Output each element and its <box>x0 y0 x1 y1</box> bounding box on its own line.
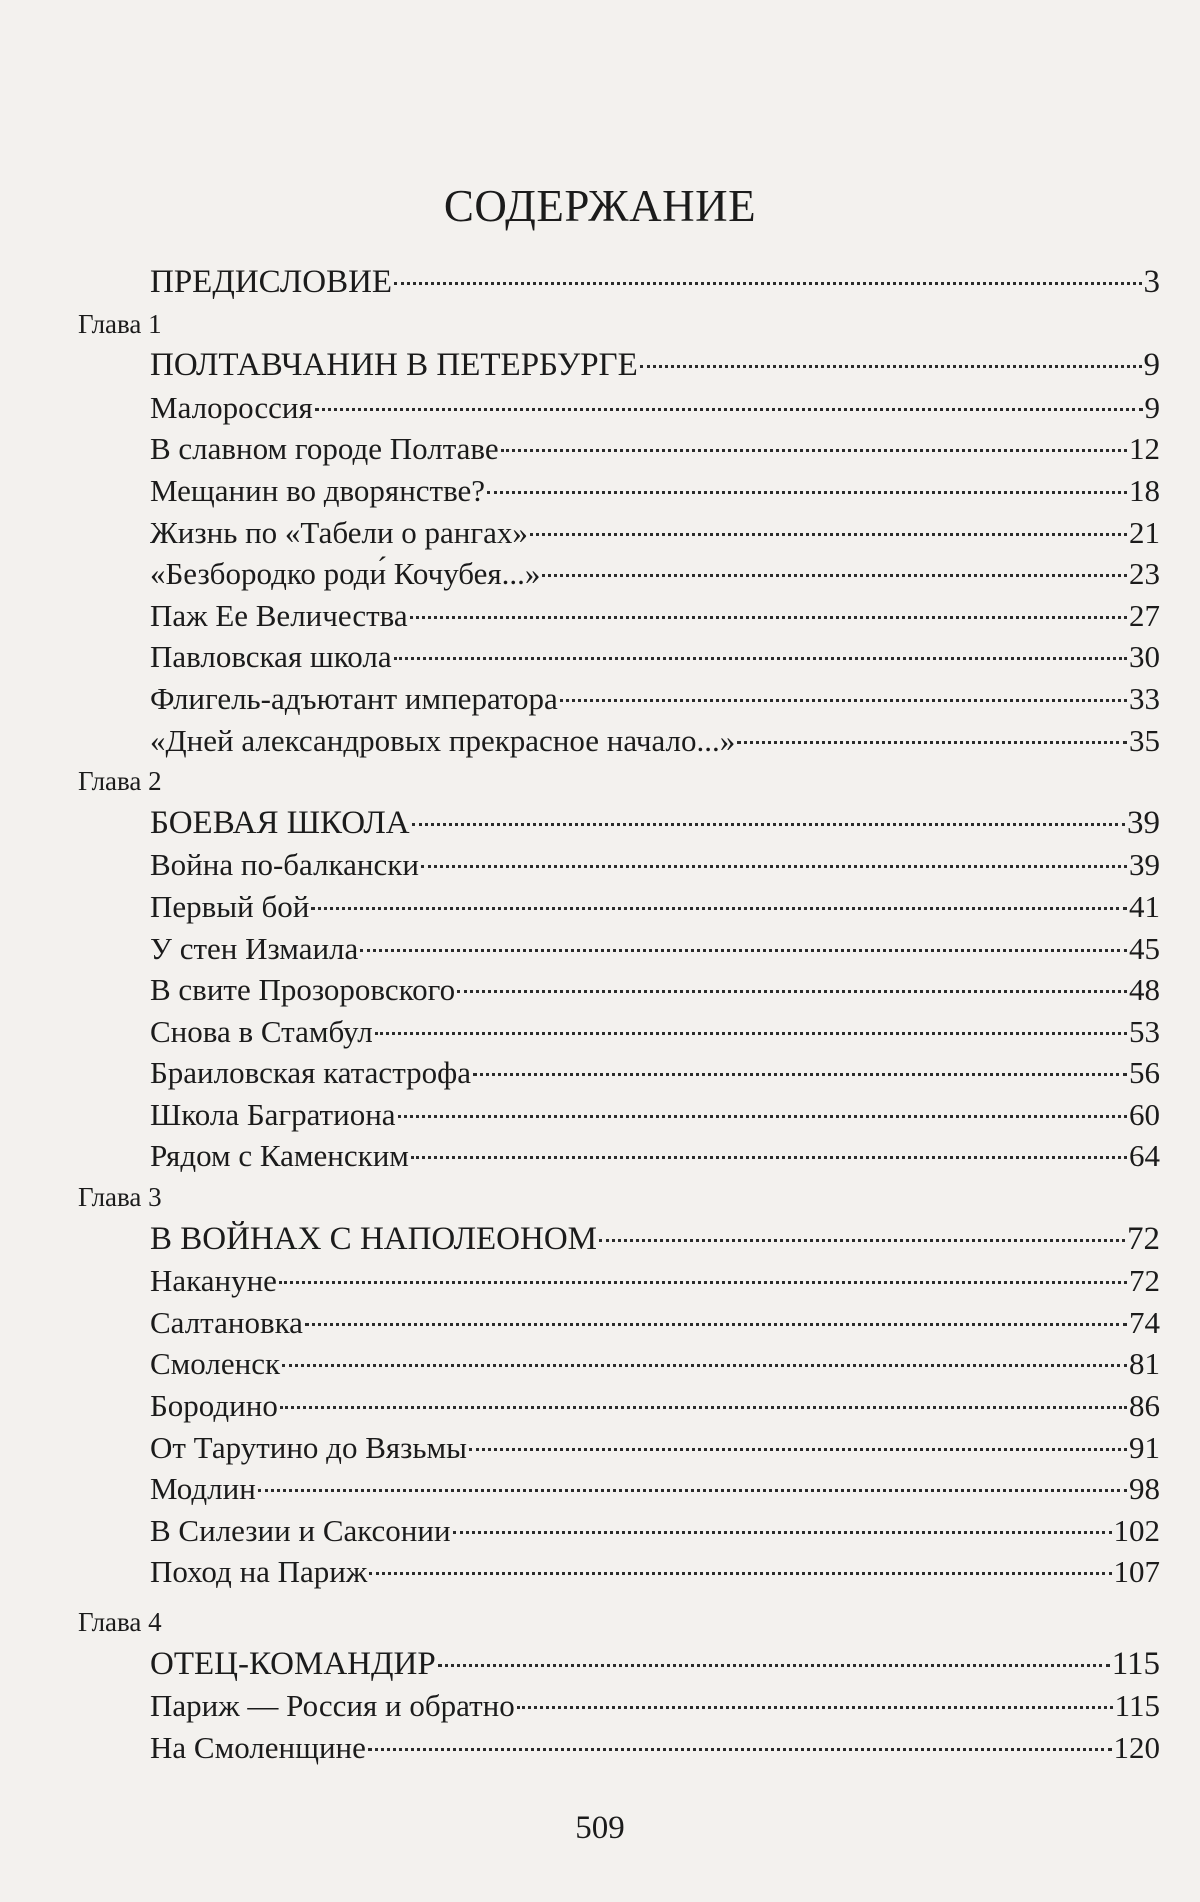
toc-entry-page-number: 9 <box>1143 347 1160 384</box>
toc-entry-page-number: 39 <box>1129 847 1160 883</box>
dot-leader <box>369 1572 1111 1575</box>
toc-subsection-row <box>0 553 1200 595</box>
toc-entry-title: Павловская школа <box>150 639 392 675</box>
toc-subsection-row <box>0 1727 1200 1769</box>
toc-entry-title: Модлин <box>150 1471 256 1507</box>
dot-leader <box>530 533 1127 536</box>
toc-entry-page-number: 72 <box>1129 1263 1160 1299</box>
toc-entry-title: БОЕВАЯ ШКОЛА <box>150 804 410 841</box>
toc-entry-title: Глава 3 <box>78 1182 162 1213</box>
toc-entry-page-number: 120 <box>1113 1729 1160 1765</box>
dot-leader <box>473 1073 1127 1076</box>
toc-chapter-row <box>0 1602 1200 1644</box>
toc-entry-title: Первый бой <box>150 888 310 924</box>
toc-entry-title: На Смоленщине <box>150 1729 366 1765</box>
toc-entry-page-number: 74 <box>1129 1304 1160 1340</box>
toc-section-row <box>0 1644 1200 1686</box>
toc-entry-title: ОТЕЦ-КОМАНДИР <box>150 1645 436 1682</box>
toc-entry-page-number: 27 <box>1129 597 1160 633</box>
toc-subsection-row <box>0 470 1200 512</box>
toc-entry-title: Рядом с Каменским <box>150 1138 409 1174</box>
dot-leader <box>457 990 1127 993</box>
dot-leader <box>311 907 1127 910</box>
toc-subsection-row <box>0 1052 1200 1094</box>
dot-leader <box>394 282 1141 285</box>
toc-subsection-row <box>0 928 1200 970</box>
toc-entry-title: Жизнь по «Табели о рангах» <box>150 514 528 550</box>
toc-chapter-row <box>0 761 1200 803</box>
toc-entry-page-number: 9 <box>1144 389 1160 425</box>
dot-leader <box>411 1156 1127 1159</box>
toc-entry-page-number: 41 <box>1129 888 1160 924</box>
toc-section-row <box>0 345 1200 387</box>
toc-entry-page-number: 48 <box>1129 972 1160 1008</box>
toc-entry-title: Флигель-адъютант императора <box>150 680 558 716</box>
toc-subsection-row <box>0 1343 1200 1385</box>
toc-subsection-row <box>0 428 1200 470</box>
toc-section-row <box>0 262 1200 304</box>
toc-entry-page-number: 30 <box>1129 639 1160 675</box>
toc-entry-title: «Безбородко роди́ Кочубея...» <box>150 556 541 592</box>
toc-subsection-row <box>0 636 1200 678</box>
toc-entry-page-number: 81 <box>1129 1346 1160 1382</box>
toc-section-row <box>0 803 1200 845</box>
toc-entry-page-number: 60 <box>1129 1096 1160 1132</box>
toc-entry-title: Париж — Россия и обратно <box>150 1688 515 1724</box>
dot-leader <box>410 616 1127 619</box>
toc-subsection-row <box>0 1685 1200 1727</box>
toc-entry-title: От Тарутино до Вязьмы <box>150 1429 467 1465</box>
dot-leader <box>560 699 1127 702</box>
toc-entry-title: Браиловская катастрофа <box>150 1055 471 1091</box>
toc-entry-title: Глава 1 <box>78 308 162 339</box>
toc-entry-title: Снова в Стамбул <box>150 1013 373 1049</box>
toc-subsection-row <box>0 1468 1200 1510</box>
toc-entry-title: У стен Измаила <box>150 930 359 966</box>
toc-chapter-row <box>0 1177 1200 1219</box>
toc-subsection-row <box>0 1510 1200 1552</box>
toc-subsection-row <box>0 886 1200 928</box>
dot-leader <box>394 657 1127 660</box>
toc-entry-title: Глава 4 <box>78 1607 162 1637</box>
toc-entry-page-number: 33 <box>1129 680 1160 716</box>
toc-entry-title: «Дней александровых прекрасное начало...» <box>150 722 736 758</box>
toc-subsection-row <box>0 512 1200 554</box>
toc-subsection-row <box>0 387 1200 429</box>
dot-leader <box>315 408 1143 411</box>
toc-entry-page-number: 39 <box>1127 804 1160 841</box>
dot-leader <box>258 1489 1127 1492</box>
toc-entry-page-number: 107 <box>1113 1554 1160 1590</box>
toc-entry-page-number: 53 <box>1129 1013 1160 1049</box>
toc-entry-title: В свите Прозоровского <box>150 972 456 1008</box>
toc-chapter-row <box>0 304 1200 346</box>
toc-entry-page-number: 72 <box>1127 1220 1160 1257</box>
dot-leader <box>368 1748 1112 1751</box>
toc-entry-page-number: 23 <box>1129 556 1160 592</box>
toc-entry-title: Мещанин во дворянстве? <box>150 472 486 508</box>
toc-entry-page-number: 115 <box>1111 1645 1160 1682</box>
dot-leader <box>282 1364 1127 1367</box>
dot-leader <box>599 1239 1125 1242</box>
toc-entry-page-number: 102 <box>1113 1512 1160 1548</box>
toc-entry-title: ПОЛТАВЧАНИН В ПЕТЕРБУРГЕ <box>150 347 638 384</box>
toc-entry-title: Бородино <box>150 1388 278 1424</box>
toc-entry-title: Смоленск <box>150 1346 281 1382</box>
toc-entry-title: Накануне <box>150 1263 277 1299</box>
toc-entry-title: В Силезии и Саксонии <box>150 1512 451 1548</box>
toc-subsection-row <box>0 1551 1200 1593</box>
toc-entry-page-number: 91 <box>1129 1429 1160 1465</box>
toc-entry-title: Глава 2 <box>78 766 162 797</box>
toc-entry-page-number: 18 <box>1129 472 1160 508</box>
toc-entry-page-number: 56 <box>1129 1055 1160 1091</box>
dot-leader <box>305 1323 1127 1326</box>
dot-leader <box>412 823 1125 826</box>
dot-leader <box>279 1281 1127 1284</box>
toc-subsection-row <box>0 1302 1200 1344</box>
toc-entry-title: Война по-балкански <box>150 847 419 883</box>
toc-entry-page-number: 86 <box>1129 1388 1160 1424</box>
toc-section-row <box>0 1219 1200 1261</box>
toc-entry-title: ПРЕДИСЛОВИЕ <box>150 264 393 300</box>
toc-subsection-row <box>0 844 1200 886</box>
dot-leader <box>501 449 1127 452</box>
dot-leader <box>469 1448 1127 1451</box>
toc-entry-title: Малороссия <box>150 389 313 425</box>
dot-leader <box>453 1531 1112 1534</box>
toc-entry-page-number: 21 <box>1129 514 1160 550</box>
toc-subsection-row <box>0 1260 1200 1302</box>
toc-entry-page-number: 3 <box>1143 264 1160 300</box>
dot-leader <box>542 574 1127 577</box>
toc-entry-page-number: 98 <box>1129 1471 1160 1507</box>
dot-leader <box>487 491 1127 494</box>
toc-entry-page-number: 12 <box>1129 431 1160 467</box>
dot-leader <box>737 741 1127 744</box>
toc-subsection-row <box>0 1011 1200 1053</box>
toc-entry-page-number: 115 <box>1114 1688 1160 1724</box>
dot-leader <box>360 949 1127 952</box>
dot-leader <box>421 865 1127 868</box>
dot-leader <box>517 1706 1113 1709</box>
toc-subsection-row <box>0 720 1200 762</box>
toc-entry-title: Поход на Париж <box>150 1554 368 1590</box>
toc-entry-title: В славном городе Полтаве <box>150 431 499 467</box>
page-title: СОДЕРЖАНИЕ <box>443 181 757 231</box>
dot-leader <box>438 1664 1110 1667</box>
toc-subsection-row <box>0 1385 1200 1427</box>
toc-subsection-row <box>0 969 1200 1011</box>
dot-leader <box>398 1115 1127 1118</box>
toc-entry-page-number: 45 <box>1129 930 1160 966</box>
page-number: 509 <box>575 1810 625 1846</box>
toc-subsection-row <box>0 1427 1200 1469</box>
dot-leader <box>640 365 1142 368</box>
toc-subsection-row <box>0 595 1200 637</box>
toc-entry-title: В ВОЙНАХ С НАПОЛЕОНОМ <box>150 1220 597 1257</box>
toc-entry-page-number: 35 <box>1129 722 1160 758</box>
toc-entry-page-number: 64 <box>1129 1138 1160 1174</box>
dot-leader <box>375 1032 1127 1035</box>
toc-subsection-row <box>0 1135 1200 1177</box>
toc-subsection-row <box>0 678 1200 720</box>
toc-entry-title: Школа Багратиона <box>150 1096 396 1132</box>
dot-leader <box>280 1406 1127 1409</box>
toc-entry-title: Салтановка <box>150 1304 303 1340</box>
toc-entry-title: Паж Ее Величества <box>150 597 408 633</box>
toc-subsection-row <box>0 1094 1200 1136</box>
table-of-contents <box>0 262 1200 1768</box>
